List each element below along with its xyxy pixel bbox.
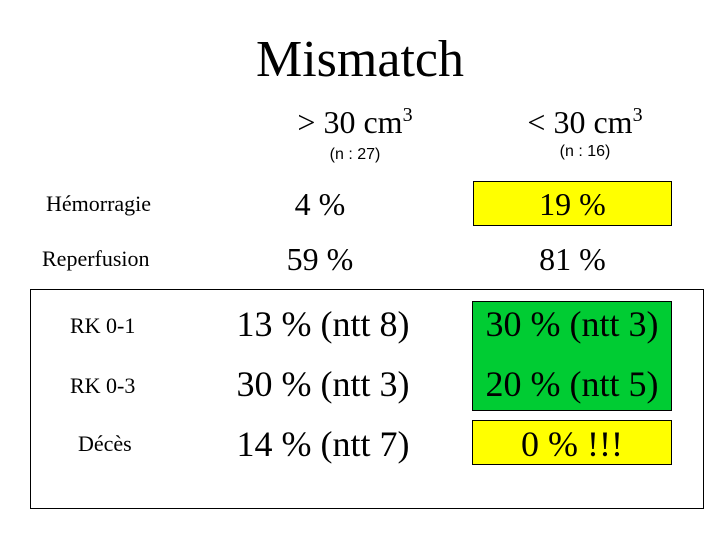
value-deces-large: 14 % (ntt 7) xyxy=(236,424,410,464)
value-rk-0-1-large: 13 % (ntt 8) xyxy=(236,304,410,344)
value-hemorragie-large: 4 % xyxy=(294,186,346,222)
slide-title: Mismatch xyxy=(256,31,464,88)
column-count-large: (n : 27) xyxy=(329,146,381,163)
row-label-rk-0-3: RK 0-3 xyxy=(70,373,136,398)
column-header-small-label: < 30 cm xyxy=(527,104,633,140)
row-label-deces: Décès xyxy=(78,431,132,456)
value-rk-0-1-small: 30 % (ntt 3) xyxy=(485,304,659,344)
row-label-rk-0-1: RK 0-1 xyxy=(70,313,136,338)
row-label-hemorragie: Hémorragie xyxy=(46,191,152,216)
value-reperfusion-large: 59 % xyxy=(286,241,354,277)
value-hemorragie-small: 19 % xyxy=(539,186,606,222)
column-header-small xyxy=(465,102,705,142)
value-deces-small: 0 % !!! xyxy=(521,424,623,464)
column-count-small: (n : 16) xyxy=(559,143,611,160)
column-header-large-exponent: 3 xyxy=(402,104,413,126)
column-header-large-label: > 30 cm xyxy=(297,104,403,140)
column-header-small-exponent: 3 xyxy=(632,104,643,126)
column-header-large xyxy=(220,102,490,142)
value-rk-0-3-small: 20 % (ntt 5) xyxy=(485,364,659,404)
row-label-reperfusion: Reperfusion xyxy=(42,246,150,271)
value-rk-0-3-large: 30 % (ntt 3) xyxy=(236,364,410,404)
value-reperfusion-small: 81 % xyxy=(539,241,606,277)
